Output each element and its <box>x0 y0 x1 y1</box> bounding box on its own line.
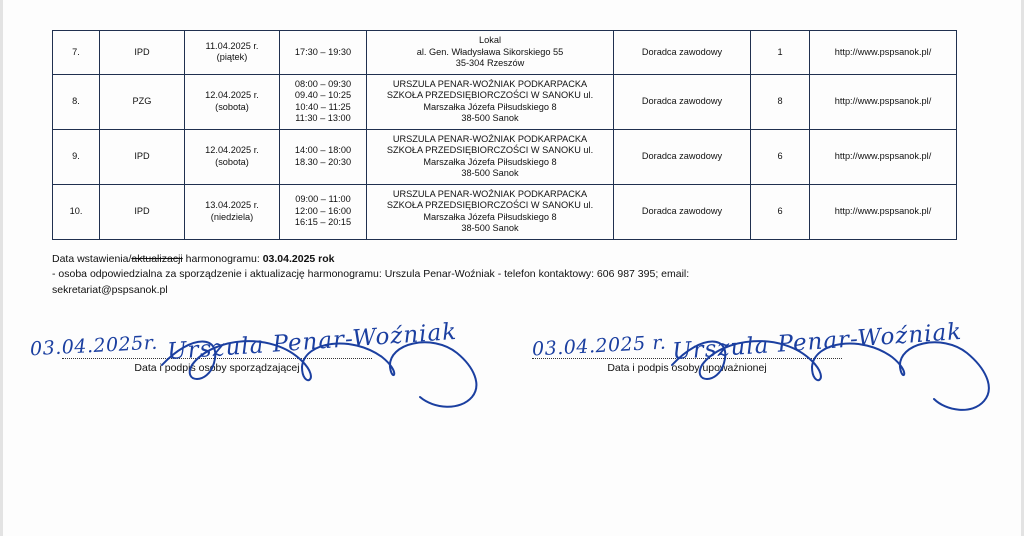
row-website: http://www.pspsanok.pl/ <box>810 184 957 239</box>
row-date <box>185 31 280 75</box>
handwritten-signature-right: Urszula Penar-Woźniak <box>671 318 964 365</box>
hours-line: 09:00 – 11:00 <box>295 194 351 205</box>
hours-line: 18.30 – 20:30 <box>294 156 352 167</box>
row-date-value: 12.04.2025 r. <box>205 145 259 155</box>
row-number: 7. <box>53 31 100 75</box>
row-support-type: IPD <box>100 129 185 184</box>
row-date <box>185 184 280 239</box>
notes-line1-mid: harmonogramu: <box>182 252 263 265</box>
hours-line: 11:30 – 13:00 <box>295 113 351 123</box>
row-role: Doradca zawodowy <box>614 31 751 75</box>
signature-caption-right: Data i podpis osoby upoważnionej <box>607 361 767 374</box>
table-row <box>53 74 957 129</box>
scan-edge-left <box>0 0 3 536</box>
hours-line: 16:15 – 20:15 <box>294 217 352 228</box>
notes-line-1 <box>52 252 822 268</box>
row-role: Doradca zawodowy <box>614 184 751 239</box>
row-date <box>185 74 280 129</box>
table-row <box>53 129 957 184</box>
notes-line1-date: 03.04.2025 rok <box>262 252 335 265</box>
row-date-day: (sobota) <box>215 101 249 112</box>
notes-line-3: sekretariat@pspsanok.pl <box>52 284 168 296</box>
schedule-table-body <box>53 31 957 240</box>
handwritten-date-right: 03.04.2025 r. <box>531 331 667 361</box>
row-number: 9. <box>53 129 100 184</box>
hours-line: 17:30 – 19:30 <box>294 46 352 57</box>
signature-line-left <box>62 357 372 359</box>
place-line: 38-500 Sanok <box>461 168 519 178</box>
row-date-value: 12.04.2025 r. <box>205 90 259 100</box>
row-role: Doradca zawodowy <box>614 74 751 129</box>
row-date-day: (niedziela) <box>210 211 254 222</box>
place-line: URSZULA PENAR-WOŹNIAK PODKARPACKA <box>392 78 588 89</box>
signature-block-authorized <box>522 357 852 374</box>
row-website: http://www.pspsanok.pl/ <box>810 31 957 75</box>
row-role: Doradca zawodowy <box>614 129 751 184</box>
table-row <box>53 184 957 239</box>
signatures-area <box>29 318 972 437</box>
hours-line: 09.40 – 10:25 <box>294 90 352 100</box>
row-place <box>367 129 614 184</box>
handwritten-date-left: 03.04.2025r. <box>29 331 159 361</box>
place-line: 38-500 Sanok <box>461 113 519 123</box>
place-line: SZKOŁA PRZEDSIĘBIORCZOŚCI W SANOKU ul. <box>386 145 594 155</box>
place-line: SZKOŁA PRZEDSIĘBIORCZOŚCI W SANOKU ul. <box>386 90 594 100</box>
table-row <box>53 31 957 75</box>
row-support-type: IPD <box>100 184 185 239</box>
row-participants: 6 <box>751 184 810 239</box>
row-date-day: (piątek) <box>216 52 248 63</box>
hours-line: 14:00 – 18:00 <box>294 145 352 155</box>
row-hours <box>280 31 367 75</box>
row-place <box>367 31 614 75</box>
signature-line-right <box>532 357 842 359</box>
hours-line: 12:00 – 16:00 <box>294 205 352 216</box>
row-date-value: 11.04.2025 r. <box>205 40 259 51</box>
row-date-day: (sobota) <box>215 156 249 167</box>
row-number: 10. <box>53 184 100 239</box>
place-line: Marszałka Józefa Piłsudskiego 8 <box>423 211 557 222</box>
place-line: URSZULA PENAR-WOŹNIAK PODKARPACKA <box>392 188 588 199</box>
row-participants: 8 <box>751 74 810 129</box>
row-hours <box>280 129 367 184</box>
row-number: 8. <box>53 74 100 129</box>
row-participants: 1 <box>751 31 810 75</box>
place-line: 35-304 Rzeszów <box>455 58 525 68</box>
signature-block-preparer <box>52 357 382 374</box>
place-line: URSZULA PENAR-WOŹNIAK PODKARPACKA <box>392 133 588 144</box>
row-support-type: IPD <box>100 31 185 75</box>
hours-line: 08:00 – 09:30 <box>294 78 352 89</box>
notes-block <box>52 252 822 299</box>
place-line: 38-500 Sanok <box>461 223 519 233</box>
notes-line1-prefix: Data wstawienia/ <box>52 252 132 265</box>
row-participants: 6 <box>751 129 810 184</box>
place-line: Lokal <box>479 35 501 45</box>
handwritten-signature-left: Urszula Penar-Woźniak <box>166 318 459 365</box>
place-line: SZKOŁA PRZEDSIĘBIORCZOŚCI W SANOKU ul. <box>386 200 594 210</box>
signature-caption-left: Data i podpis osoby sporządzającej <box>134 361 300 374</box>
place-line: Marszałka Józefa Piłsudskiego 8 <box>423 156 557 167</box>
row-date <box>185 129 280 184</box>
row-date-value: 13.04.2025 r. <box>205 200 259 210</box>
row-website: http://www.pspsanok.pl/ <box>810 129 957 184</box>
row-support-type: PZG <box>100 74 185 129</box>
notes-line-2: - osoba odpowiedzialna za sporządzenie i aktualizację harmonogramu: Urszula Penar-Woźniak - telefon kontaktowy: 606 987 395; email: <box>52 268 690 281</box>
row-hours <box>280 74 367 129</box>
document-body <box>29 30 972 437</box>
row-hours <box>280 184 367 239</box>
place-line: Marszałka Józefa Piłsudskiego 8 <box>423 101 557 112</box>
row-place <box>367 184 614 239</box>
hours-line: 10:40 – 11:25 <box>295 101 351 112</box>
row-place <box>367 74 614 129</box>
row-website: http://www.pspsanok.pl/ <box>810 74 957 129</box>
schedule-table <box>52 30 957 240</box>
notes-line1-struck: aktualizacji <box>131 252 183 265</box>
place-line: al. Gen. Władysława Sikorskiego 55 <box>416 46 564 57</box>
